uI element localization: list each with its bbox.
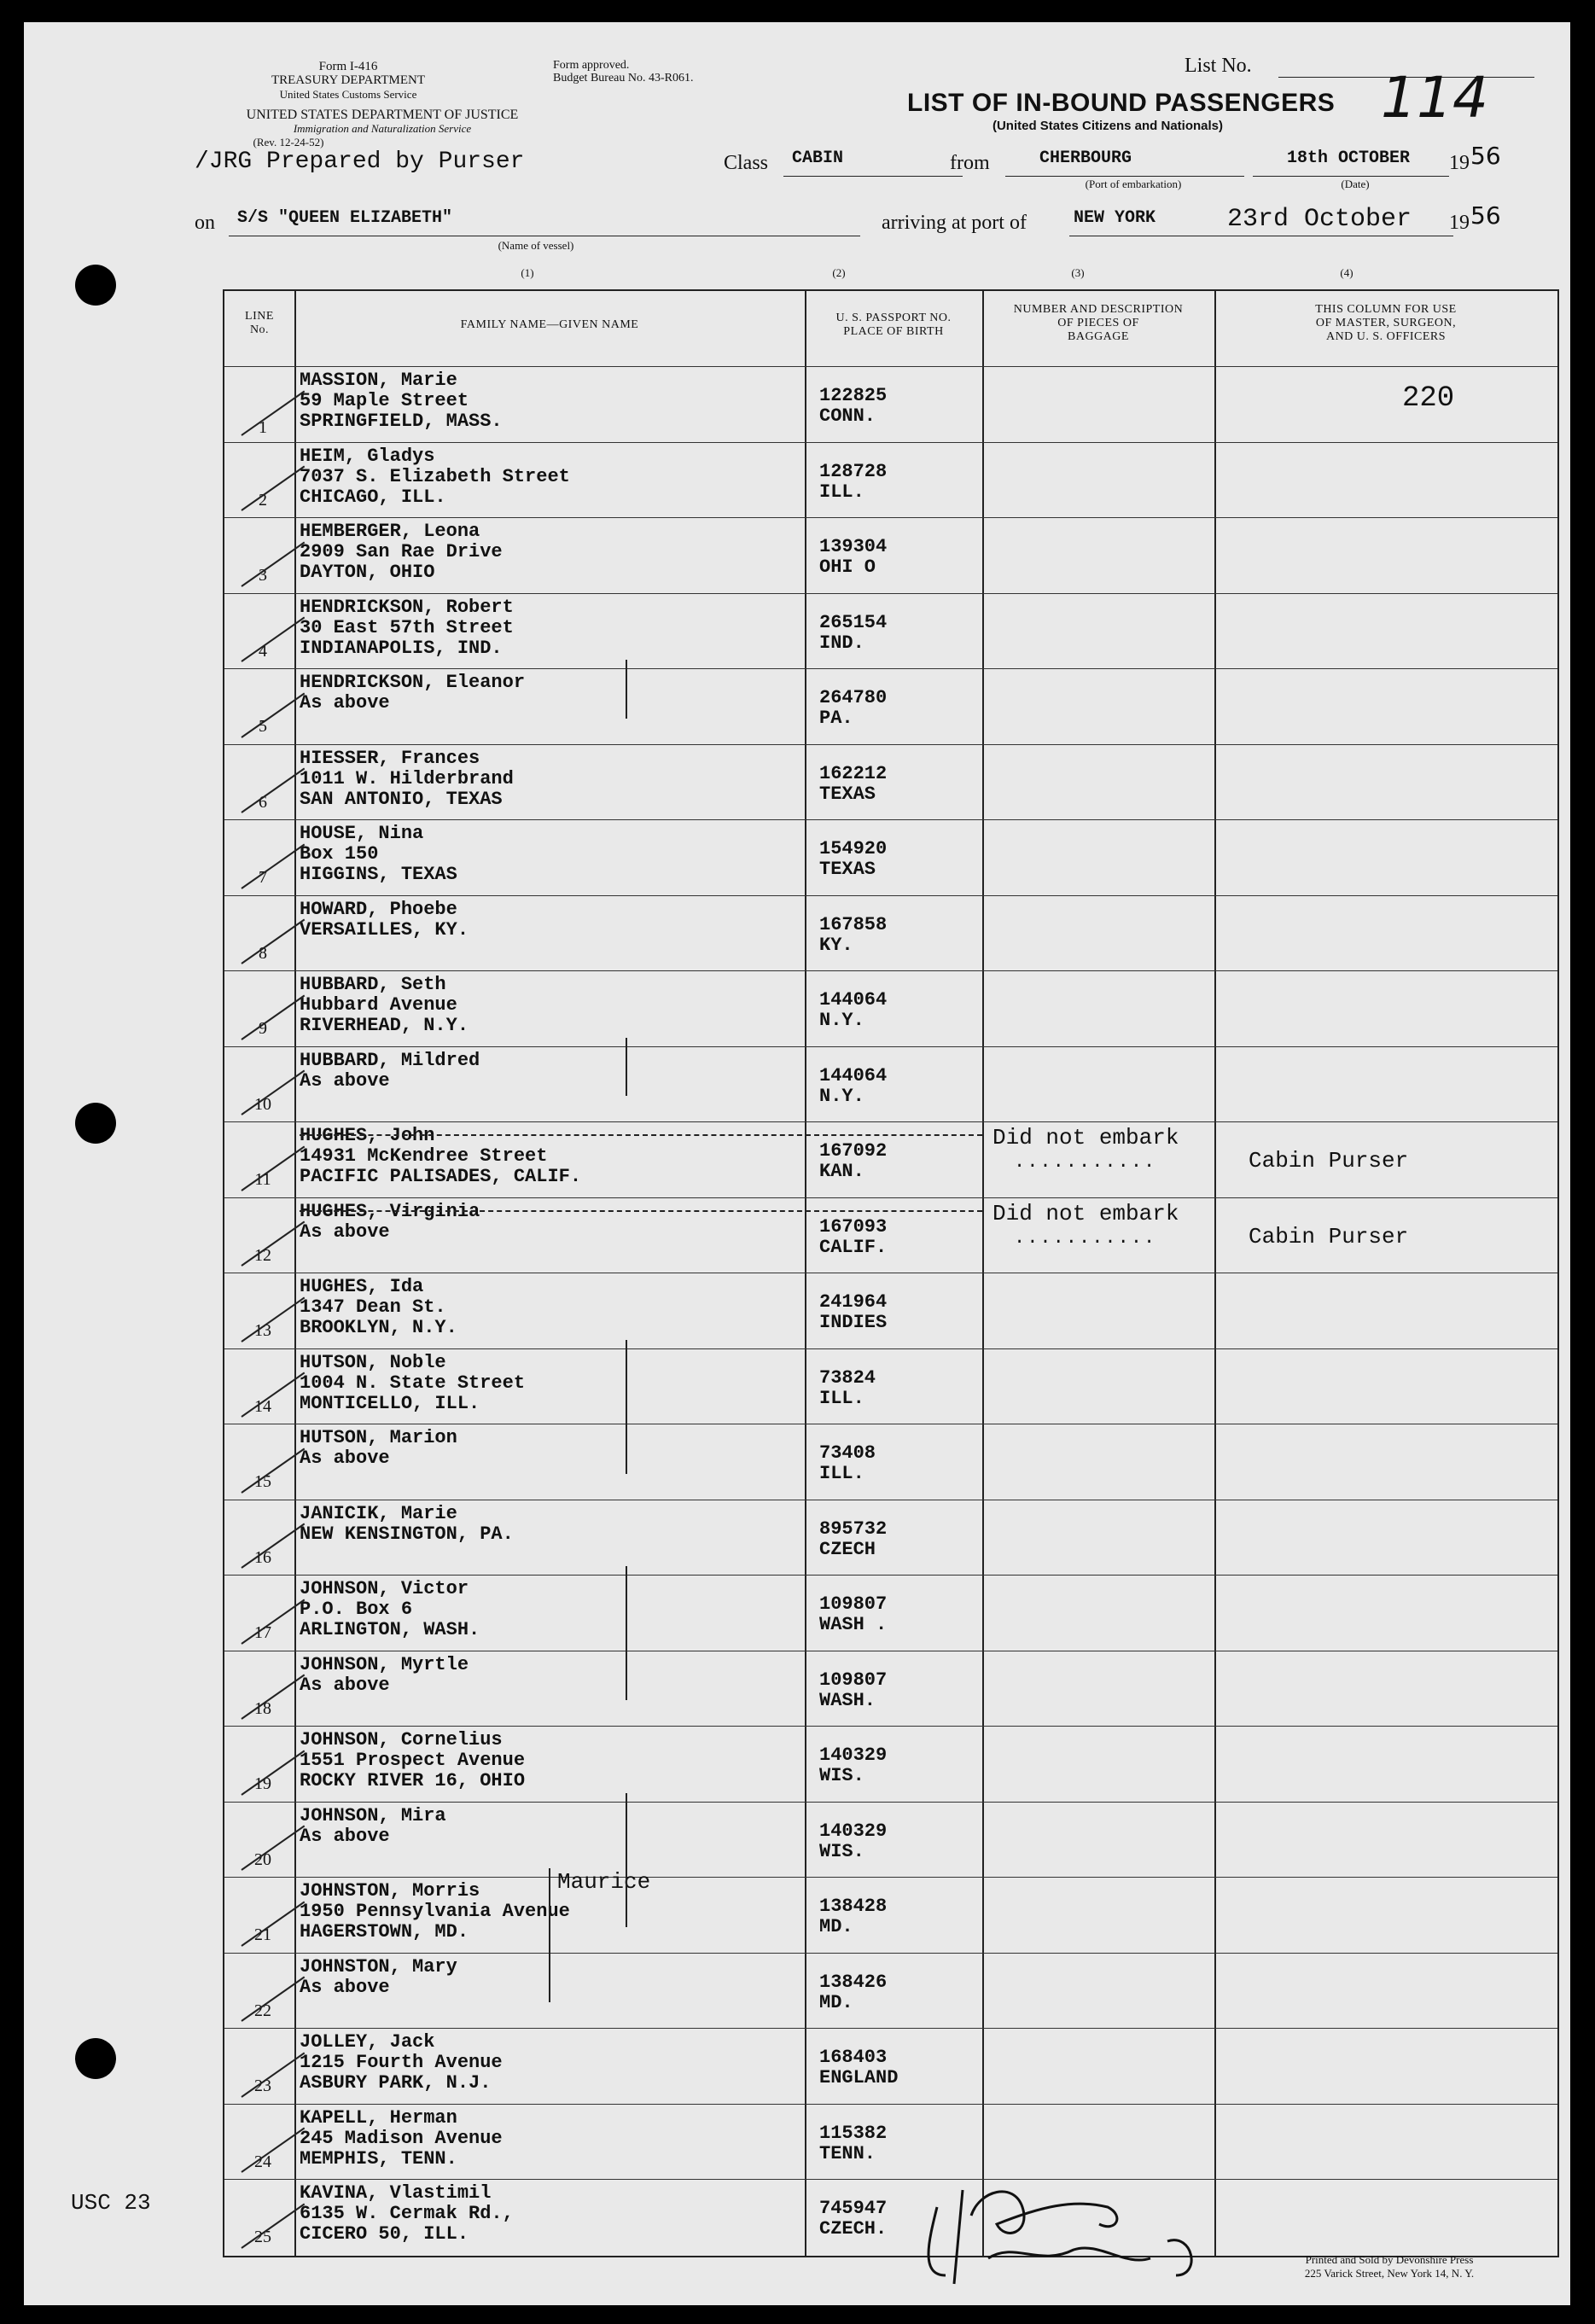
justice-dept: UNITED STATES DEPARTMENT OF JUSTICE — [246, 108, 519, 122]
passenger-name-address: JOHNSON, Myrtle As above — [300, 1653, 469, 1696]
passport-birthplace: 140329 WIS. — [819, 1820, 888, 1862]
table-row — [224, 1726, 1557, 1803]
customs-service: United States Customs Service — [279, 88, 417, 101]
table-row — [224, 1348, 1557, 1425]
prepared-by: /JRG Prepared by Purser — [195, 149, 525, 175]
usc-stamp: USC 23 — [71, 2190, 151, 2216]
table-row — [224, 442, 1557, 519]
did-not-embark-note: Did not embark — [993, 1125, 1179, 1150]
passenger-name-address: JOHNSON, Cornelius 1551 Prospect Avenue ROCKY RIVER 16, OHIO — [300, 1729, 526, 1791]
hand-tick — [549, 1868, 550, 2002]
table-row — [224, 1121, 1557, 1198]
line-number: 6 — [259, 792, 267, 812]
passenger-name-address: HUTSON, Marion As above — [300, 1427, 457, 1469]
passport-birthplace: 122825 CONN. — [819, 385, 888, 427]
passenger-name-address: JOHNSTON, Mary As above — [300, 1955, 457, 1998]
strike-through — [300, 1210, 982, 1212]
cabin-purser-note: Cabin Purser — [1249, 1223, 1409, 1249]
passenger-table — [223, 289, 1559, 2257]
passport-birthplace: 895732 CZECH — [819, 1517, 888, 1560]
date-line — [1253, 176, 1449, 177]
table-row — [224, 819, 1557, 896]
passenger-name-address: HENDRICKSON, Eleanor As above — [300, 672, 526, 714]
revision: (Rev. 12-24-52) — [253, 136, 324, 149]
passport-birthplace: 144064 N.Y. — [819, 1064, 888, 1107]
hand-tick — [626, 1340, 627, 1474]
passenger-name-address: MASSION, Marie 59 Maple Street SPRINGFIELD, MASS. — [300, 370, 503, 432]
passport-birthplace: 745947 CZECH. — [819, 2198, 888, 2240]
punch-hole — [75, 1103, 116, 1144]
passenger-name-address: JANICIK, Marie NEW KENSINGTON, PA. — [300, 1502, 514, 1545]
passport-birthplace: 167093 CALIF. — [819, 1215, 888, 1258]
list-no-label: List No. — [1185, 55, 1252, 77]
passenger-name-address: KAVINA, Vlastimil 6135 W. Cermak Rd., CICERO 50, ILL. — [300, 2182, 514, 2245]
passport-birthplace: 109807 WASH . — [819, 1593, 888, 1635]
col-header-baggage: NUMBER AND DESCRIPTION OF PIECES OF BAGGAGE — [1013, 303, 1184, 343]
table-row — [224, 2028, 1557, 2105]
ins-name: Immigration and Naturalization Service — [293, 122, 472, 135]
year-prefix: 19 — [1449, 152, 1470, 174]
table-row — [224, 970, 1557, 1047]
punch-hole — [75, 2038, 116, 2079]
passport-birthplace: 167858 KY. — [819, 913, 888, 956]
passenger-name-address: HUTSON, Noble 1004 N. State Street MONTICELLO, ILL. — [300, 1351, 526, 1414]
col-header-line-no: LINE No. — [245, 310, 274, 336]
col-num-4: (4) — [1340, 266, 1353, 279]
passport-birthplace: 144064 N.Y. — [819, 989, 888, 1031]
signature-dots: ........... — [1014, 1151, 1157, 1173]
line-number: 5 — [259, 717, 267, 736]
did-not-embark-note: Did not embark — [993, 1200, 1179, 1226]
passport-birthplace: 73408 ILL. — [819, 1442, 876, 1484]
passenger-name-address: HUBBARD, Mildred As above — [300, 1049, 480, 1092]
passenger-name-address: HENDRICKSON, Robert 30 East 57th Street INDIANAPOLIS, IND. — [300, 596, 514, 659]
class-line — [783, 176, 963, 177]
passenger-name-address: HUGHES, Virginia As above — [300, 1200, 480, 1243]
passenger-name-address: HEIM, Gladys 7037 S. Elizabeth Street CHICAGO, ILL. — [300, 445, 570, 508]
passenger-name-address: JOHNSON, Victor P.O. Box 6 ARLINGTON, WASH. — [300, 1578, 480, 1640]
passenger-name-address: HUGHES, Ida 1347 Dean St. BROOKLYN, N.Y. — [300, 1276, 457, 1338]
arrival-year-prefix: 19 — [1449, 212, 1470, 234]
passport-birthplace: 139304 OHI O — [819, 536, 888, 578]
from-line — [1005, 176, 1244, 177]
passport-birthplace: 168403 ENGLAND — [819, 2047, 899, 2088]
line-number: 22 — [254, 2001, 271, 2020]
hand-tick — [626, 1566, 627, 1700]
form-number: Form I-416 — [318, 60, 378, 73]
date-caption: (Date) — [1341, 178, 1370, 190]
table-row — [224, 1424, 1557, 1500]
manifest-page — [24, 22, 1570, 2305]
line-number: 4 — [259, 641, 267, 661]
year-value: 56 — [1470, 142, 1501, 170]
budget-bureau: Budget Bureau No. 43-R061. — [553, 72, 694, 84]
line-number: 7 — [259, 868, 267, 887]
table-row — [224, 1802, 1557, 1878]
on-label: on — [195, 212, 215, 234]
passenger-name-address: HUBBARD, Seth Hubbard Avenue RIVERHEAD, N.Y. — [300, 974, 469, 1036]
printer-line-1: Printed and Sold by Devonshire Press — [1305, 2253, 1474, 2266]
table-row — [224, 668, 1557, 745]
list-no-value: 114 — [1381, 65, 1488, 131]
port-embark-caption: (Port of embarkation) — [1085, 178, 1182, 190]
passenger-name-address: JOLLEY, Jack 1215 Fourth Avenue ASBURY PARK, N.J. — [300, 2031, 503, 2094]
passport-birthplace: 162212 TEXAS — [819, 762, 888, 805]
line-number: 24 — [254, 2152, 271, 2171]
name-correction: Maurice — [557, 1869, 651, 1895]
printer-line-2: 225 Varick Street, New York 14, N. Y. — [1304, 2267, 1475, 2280]
table-row — [224, 2104, 1557, 2181]
passenger-name-address: KAPELL, Herman 245 Madison Avenue MEMPHIS, TENN. — [300, 2106, 503, 2170]
passport-birthplace: 264780 PA. — [819, 687, 888, 729]
table-row — [224, 1869, 1557, 1954]
handwritten-signature — [911, 2156, 1219, 2301]
passport-birthplace: 265154 IND. — [819, 611, 888, 654]
class-label: Class — [724, 152, 769, 174]
class-value: CABIN — [792, 149, 844, 168]
title-subtitle: (United States Citizens and Nationals) — [992, 119, 1224, 133]
line-number: 17 — [254, 1623, 271, 1642]
line-number: 16 — [254, 1547, 271, 1567]
line-number: 21 — [254, 1925, 271, 1944]
from-label: from — [950, 152, 990, 174]
table-row — [224, 895, 1557, 972]
hand-tick — [626, 660, 627, 719]
passport-birthplace: 138426 MD. — [819, 1971, 888, 2013]
line-number: 14 — [254, 1396, 271, 1416]
line-number: 23 — [254, 2076, 271, 2095]
port-value: NEW YORK — [1074, 208, 1156, 228]
line-number: 12 — [254, 1245, 271, 1265]
passenger-name-address: HOUSE, Nina Box 150 HIGGINS, TEXAS — [300, 823, 457, 885]
passenger-name-address: HOWARD, Phoebe VERSAILLES, KY. — [300, 898, 469, 941]
passport-birthplace: 138428 MD. — [819, 1896, 888, 1937]
line-number: 2 — [259, 490, 267, 510]
line-number: 19 — [254, 1774, 271, 1793]
passport-birthplace: 241964 INDIES — [819, 1291, 888, 1333]
hand-tick — [626, 1038, 627, 1097]
line-number: 20 — [254, 1849, 271, 1869]
table-row — [224, 2179, 1557, 2256]
col-num-2: (2) — [832, 266, 846, 279]
treasury-dept: TREASURY DEPARTMENT — [271, 73, 426, 87]
passenger-name-address: JOHNSTON, Morris 1950 Pennsylvania Avenue HAGERSTOWN, MD. — [300, 1880, 570, 1942]
table-row — [224, 366, 1557, 443]
passenger-name-address: HEMBERGER, Leona 2909 San Rae Drive DAYTON, OHIO — [300, 521, 503, 583]
vessel-caption: (Name of vessel) — [498, 239, 574, 252]
table-row — [224, 1500, 1557, 1576]
passport-birthplace: 115382 TENN. — [819, 2122, 888, 2164]
cabin-purser-note: Cabin Purser — [1249, 1148, 1409, 1174]
from-value: CHERBOURG — [1039, 149, 1132, 168]
table-row — [224, 593, 1557, 670]
hand-tick — [626, 1793, 627, 1927]
line-number: 1 — [259, 418, 267, 437]
line-number: 10 — [254, 1094, 271, 1114]
table-row — [224, 1273, 1557, 1349]
table-row — [224, 1651, 1557, 1727]
line-number: 3 — [259, 566, 267, 585]
arrival-date: 23rd October — [1227, 205, 1412, 234]
col-header-name: FAMILY NAME—GIVEN NAME — [460, 318, 639, 331]
passenger-name-address: JOHNSON, Mira As above — [300, 1804, 446, 1847]
table-row — [224, 1046, 1557, 1123]
table-row — [224, 1953, 1557, 2030]
passenger-name-address: HUGHES, John 14931 McKendree Street PACIFIC PALISADES, CALIF. — [300, 1125, 582, 1187]
officer-note: 220 — [1402, 382, 1455, 415]
signature-dots: ........... — [1014, 1226, 1157, 1249]
col-header-passport: U. S. PASSPORT NO. PLACE OF BIRTH — [835, 312, 952, 338]
passport-birthplace: 140329 WIS. — [819, 1744, 888, 1786]
arrival-year: 56 — [1470, 201, 1501, 230]
vessel-name: S/S "QUEEN ELIZABETH" — [237, 208, 453, 228]
line-number: 13 — [254, 1321, 271, 1340]
passport-birthplace: 154920 TEXAS — [819, 838, 888, 880]
arriving-label: arriving at port of — [882, 212, 1027, 234]
passport-birthplace: 73824 ILL. — [819, 1366, 876, 1409]
table-row — [224, 744, 1557, 821]
passport-birthplace: 128728 ILL. — [819, 460, 888, 503]
passenger-name-address: HIESSER, Frances 1011 W. Hilderbrand SAN ANTONIO, TEXAS — [300, 747, 514, 810]
line-number: 9 — [259, 1019, 267, 1038]
table-row — [224, 1197, 1557, 1274]
strike-through — [300, 1134, 982, 1136]
col-num-3: (3) — [1071, 266, 1085, 279]
date-value: 18th OCTOBER — [1287, 149, 1411, 168]
passport-birthplace: 167092 KAN. — [819, 1140, 888, 1182]
col-header-officers: THIS COLUMN FOR USE OF MASTER, SURGEON, AND U. S. OFFICERS — [1315, 303, 1457, 343]
table-row — [224, 1575, 1557, 1651]
line-number: 25 — [254, 2228, 271, 2246]
line-number: 8 — [259, 943, 267, 963]
punch-hole — [75, 265, 116, 306]
line-number: 18 — [254, 1698, 271, 1718]
passport-birthplace: 109807 WASH. — [819, 1669, 888, 1711]
col-num-1: (1) — [521, 266, 534, 279]
line-number: 11 — [254, 1170, 271, 1189]
form-approved: Form approved. — [553, 59, 630, 72]
line-number: 15 — [254, 1472, 271, 1491]
page-title: LIST OF IN-BOUND PASSENGERS — [907, 89, 1336, 117]
table-row — [224, 517, 1557, 594]
